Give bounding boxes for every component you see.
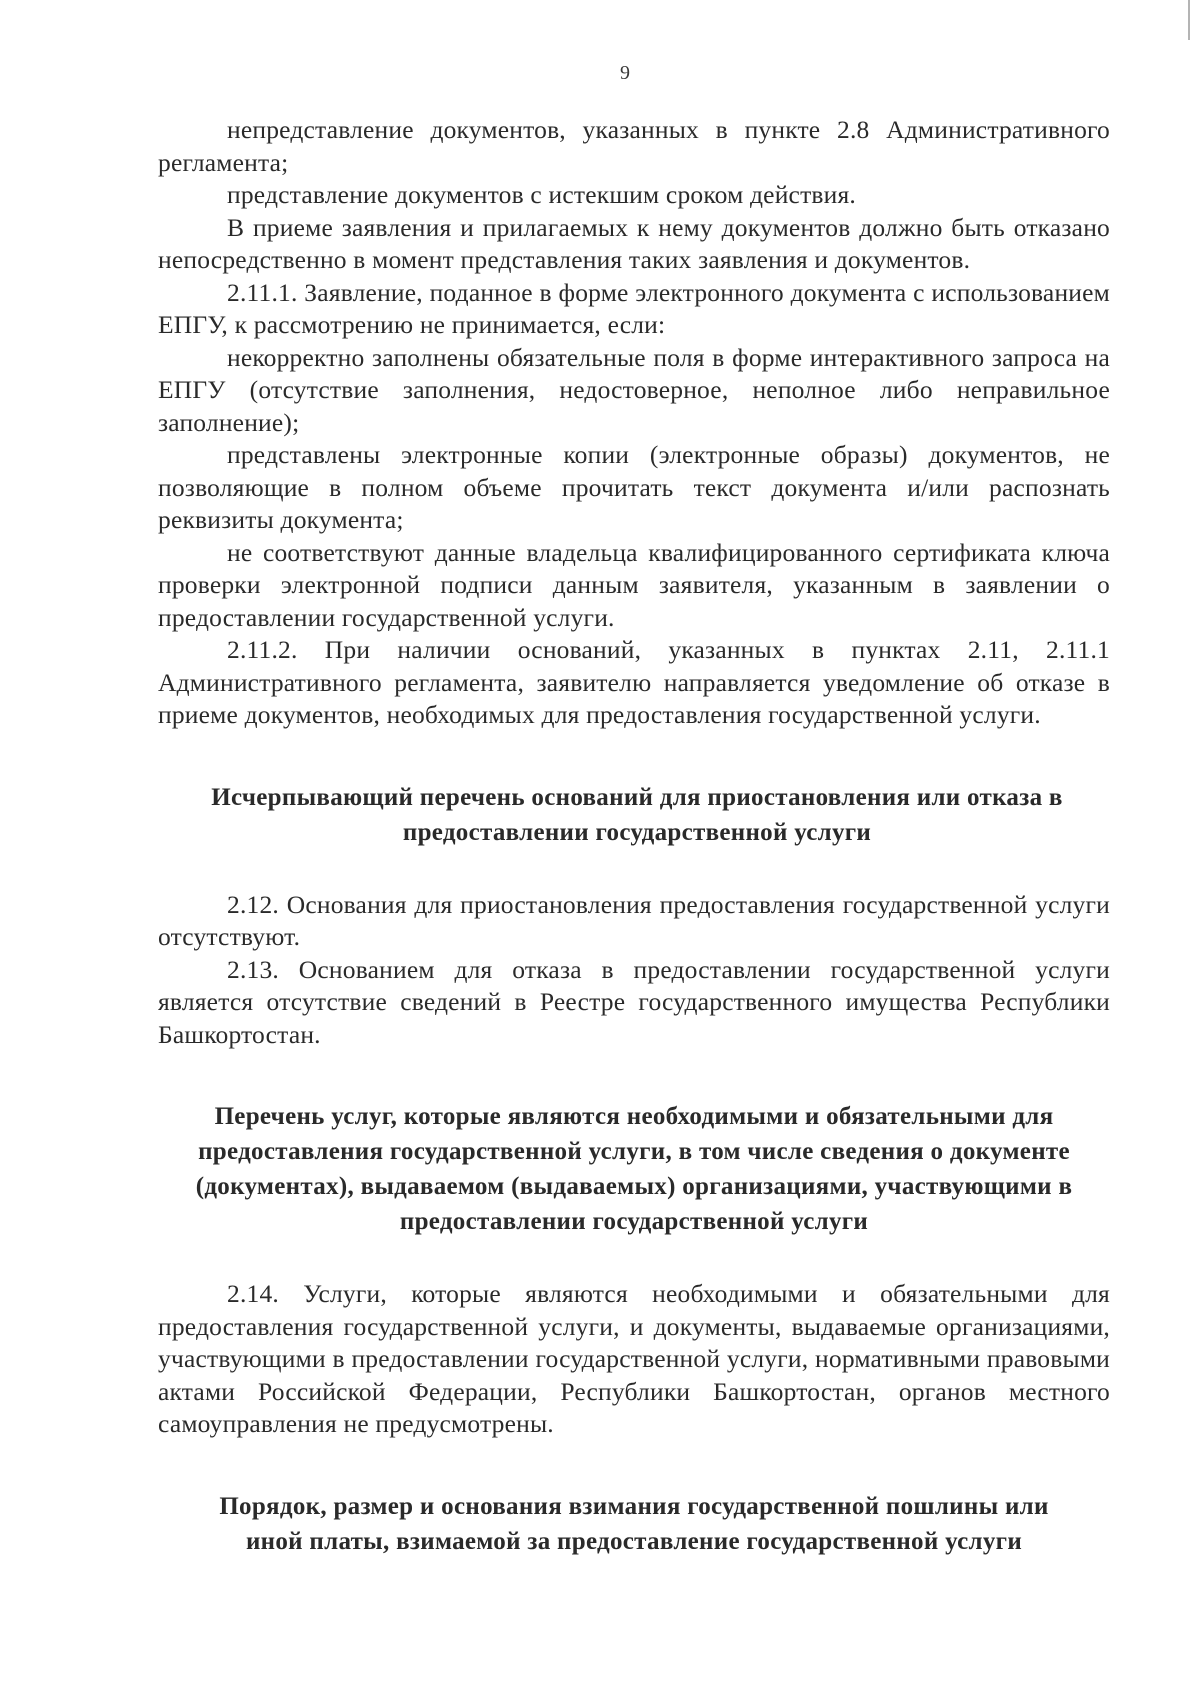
paragraph: непредставление документов, указанных в пункте 2.8 Административного регламента; — [158, 115, 1110, 177]
paragraph: 2.13. Основанием для отказа в предоставлении государственной услуги является отсутствие сведений в Реестре государственного имущества Республики Башкортостан. — [158, 954, 1110, 1049]
paragraph: представлены электронные копии (электронные образы) документов, не позволяющие в полном объеме прочитать текст документа и/или распознать реквизиты документа; — [158, 440, 1110, 534]
section-heading: Перечень услуг, которые являются необходимыми и обязательными для предоставления государственной услуги, в том числе сведения о документе (документах), выдаваемом (выдаваемых) организациями, участвующими в предоставлении государственной услуги — [195, 1103, 1073, 1235]
section-refusal-grounds — [158, 114, 1110, 732]
section-heading: Порядок, размер и основания взимания государственной пошлины или иной платы, взимаемой за предоставление государственной услуги — [219, 1492, 1049, 1555]
section-heading: Исчерпывающий перечень оснований для приостановления или отказа в предоставлении государственной услуги — [211, 783, 1063, 846]
section-required-services — [158, 1278, 1110, 1441]
paragraph: 2.14. Услуги, которые являются необходимыми и обязательными для предоставления государственной услуги, и документы, выдаваемые организациями, участвующими в предоставлении государственной услуги, нормативными правовыми актами Российской Федерации, Республики Башкортостан, органов местного самоуправления не предусмотрены. — [158, 1279, 1110, 1438]
page-number: 9 — [620, 62, 630, 84]
paragraph: 2.11.2. При наличии оснований, указанных в пунктах 2.11, 2.11.1 Административного регламента, заявителю направляется уведомление об отказе в приеме документов, необходимых для предоставления государственной услуги. — [158, 635, 1110, 729]
document-body — [158, 114, 1110, 1559]
paragraph: не соответствуют данные владельца квалифицированного сертификата ключа проверки электронной подписи данным заявителя, указанным в заявлении о предоставлении государственной услуги. — [158, 537, 1110, 632]
paragraph: 2.12. Основания для приостановления предоставления государственной услуги отсутствуют. — [158, 889, 1110, 951]
paragraph: некорректно заполнены обязательные поля в форме интерактивного запроса на ЕПГУ (отсутствие заполнения, недостоверное, неполное либо неправильное заполнение); — [158, 342, 1110, 437]
scan-edge-mark — [1188, 0, 1200, 40]
paragraph: представление документов с истекшим сроком действия. — [227, 180, 856, 209]
paragraph: В приеме заявления и прилагаемых к нему документов должно быть отказано непосредственно в момент представления таких заявления и документов. — [158, 212, 1110, 274]
section-suspension-grounds — [158, 889, 1110, 1052]
paragraph: 2.11.1. Заявление, поданное в форме электронного документа с использованием ЕПГУ, к рассмотрению не принимается, если: — [158, 277, 1110, 339]
